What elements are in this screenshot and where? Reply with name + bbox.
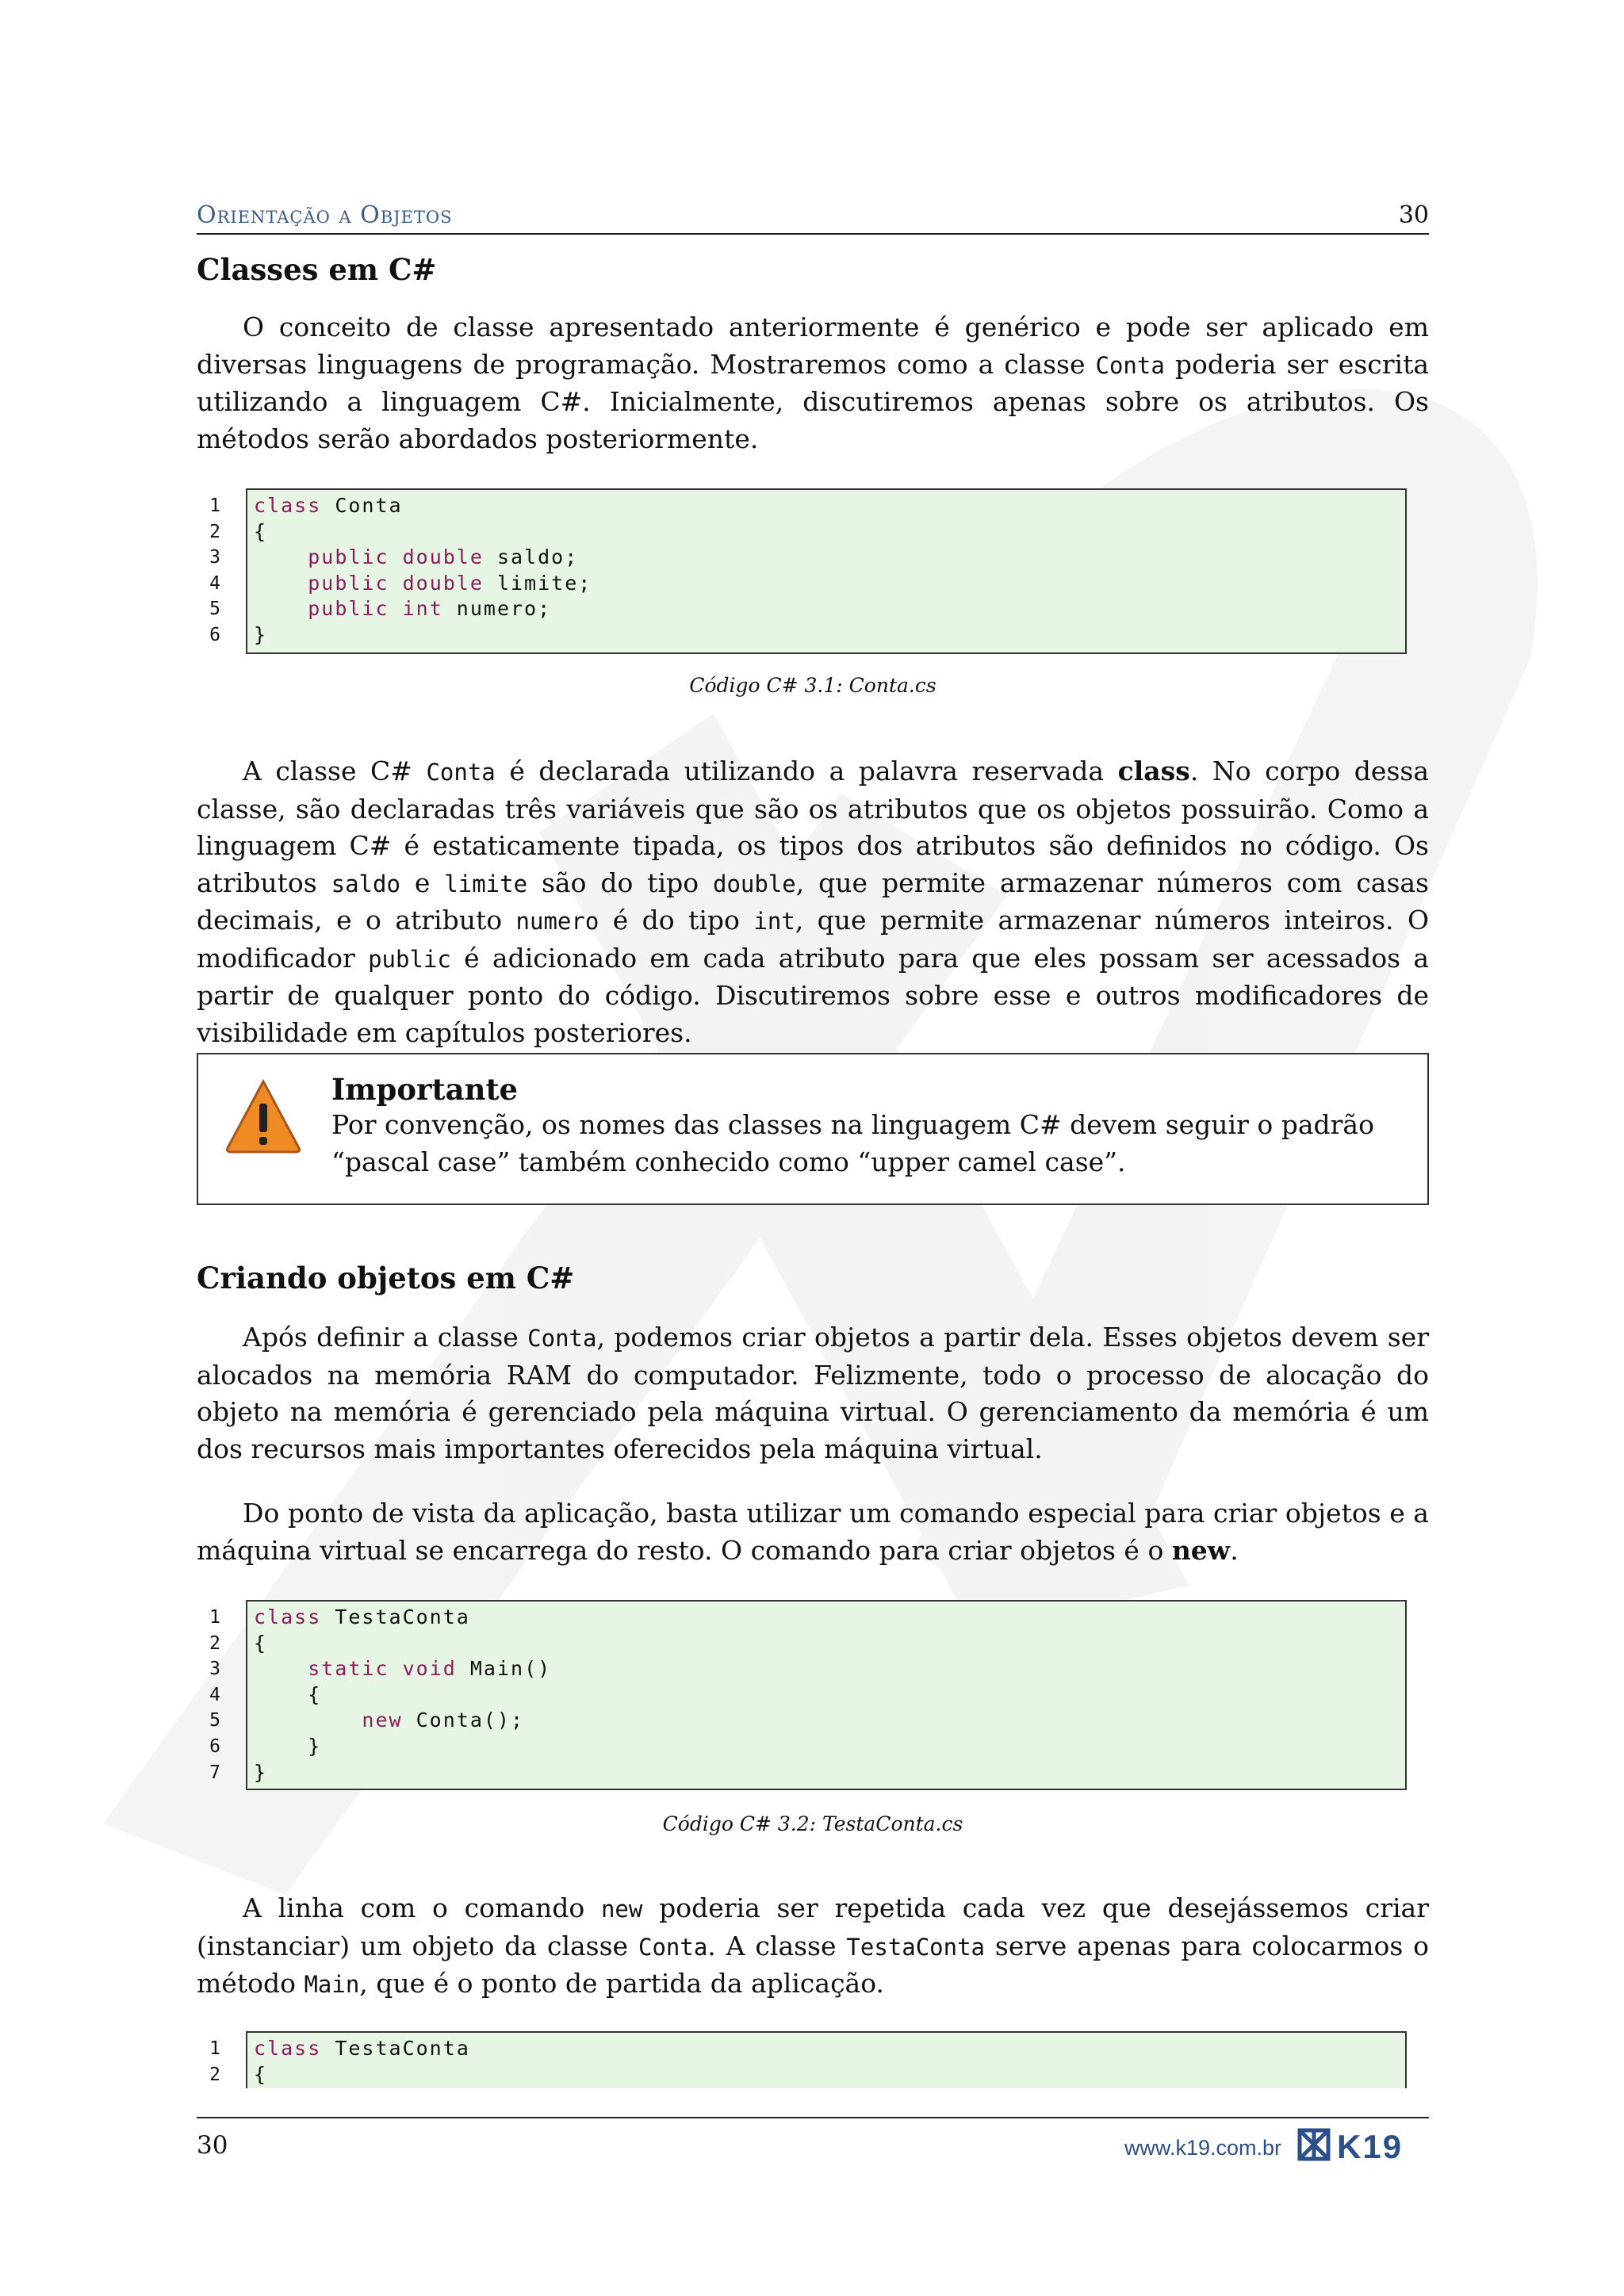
section-heading-classes: Classes em C# — [197, 252, 437, 287]
inline-code: Conta — [1095, 351, 1165, 379]
code-line — [254, 2062, 1405, 2088]
line-number: 1 — [209, 2038, 220, 2059]
code-text: { — [254, 2062, 268, 2086]
code-text: Conta(); — [402, 1709, 525, 1732]
text: , que permite armazenar números inteiros. O modificador — [197, 905, 1430, 974]
warning-icon — [224, 1077, 303, 1156]
chapter-title: Orientação a Objetos — [197, 201, 453, 229]
line-number: 3 — [209, 1659, 220, 1680]
code-keyword: void — [402, 1657, 457, 1681]
code-keyword: public — [308, 545, 389, 569]
code-line — [254, 545, 1405, 571]
text: , que permite armazenar números com casas decimais, e o atributo — [197, 867, 1429, 936]
code-text: Main() — [456, 1657, 552, 1681]
code-line — [254, 519, 1405, 545]
inline-code: saldo — [331, 870, 400, 897]
footer-page-number: 30 — [197, 2131, 228, 2160]
code-text: limite; — [483, 571, 592, 595]
text: , podemos criar objetos a partir dela. Esses objetos devem ser alocados na memória RAM do computador. Felizmente, todo o processo de alocação do objeto na memória é gerenciado pela máquina virtual. O gerenciamento da memória é um dos recursos mais importantes oferecidos pela máquina virtual. — [197, 1322, 1429, 1464]
text: é declarada utilizando a palavra reservada — [495, 756, 1118, 786]
inline-code: Conta — [426, 759, 496, 786]
line-number: 2 — [209, 2064, 220, 2085]
line-numbers — [197, 1605, 220, 1785]
running-header — [197, 198, 1429, 235]
inline-code: numero — [515, 908, 599, 935]
code-line — [254, 1734, 1405, 1760]
inline-code: double — [713, 870, 796, 897]
text: são do tipo — [527, 867, 713, 898]
code-line — [254, 493, 1405, 519]
text: . No corpo dessa classe, são declaradas três variáveis que são os atributos que os objetos possuirão. Como a linguagem C# é estaticamente tipada, os tipos dos atributos são definidos no código. Os atributos — [197, 756, 1429, 898]
logo-text: K19 — [1337, 2128, 1404, 2163]
line-number: 5 — [209, 599, 220, 620]
inline-code: int — [753, 908, 795, 935]
text: , que é o ponto de partida da aplicação. — [359, 1968, 885, 1999]
code-keyword: public — [308, 597, 389, 621]
code-keyword: class — [254, 494, 322, 517]
code-text — [254, 1657, 308, 1680]
website-link[interactable]: www.k19.com.br — [1124, 2136, 1281, 2160]
code-keyword: public — [308, 571, 389, 595]
code-text — [254, 545, 308, 568]
inline-code: TestaConta — [846, 1933, 986, 1961]
text: poderia ser escrita utilizando a linguagem C#. Inicialmente, discutiremos apenas sobre os atributos. Os métodos serão abordados posteriormente. — [197, 348, 1429, 454]
text: Após definir a classe — [243, 1322, 528, 1353]
line-number: 7 — [209, 1762, 220, 1783]
text: é adicionado em cada atributo para que eles possam ser acessados a partir de qualquer ponto do código. Discutiremos sobre esse e outros modificadores de visibilidade em capítulos posteriores. — [197, 942, 1430, 1048]
text: é do tipo — [599, 905, 754, 936]
code-text: } — [254, 622, 268, 646]
code-keyword: double — [402, 571, 484, 595]
code-text: TestaConta — [321, 2037, 470, 2060]
paragraph-intro — [197, 309, 1429, 457]
code-block — [246, 2031, 1407, 2088]
code-block — [246, 488, 1407, 654]
line-number: 5 — [209, 1710, 220, 1732]
line-number: 6 — [209, 624, 220, 645]
code-line — [254, 596, 1405, 622]
text: . — [1230, 1534, 1239, 1566]
code-text: { — [254, 1682, 322, 1706]
code-text — [389, 1657, 403, 1680]
callout-text: Por convenção, os nomes das classes na linguagem C# devem seguir o padrão “pascal case” também conhecido como “upper camel case”. — [331, 1109, 1374, 1177]
line-numbers — [197, 2036, 220, 2087]
code-line — [254, 1605, 1405, 1631]
line-number: 4 — [209, 572, 220, 594]
header-page-number: 30 — [1398, 201, 1429, 229]
code-text: } — [254, 1734, 322, 1758]
line-number: 6 — [209, 1735, 220, 1757]
inline-code: public — [368, 945, 451, 973]
code-line — [254, 1708, 1405, 1734]
text: serve apenas para colocarmos o método — [197, 1930, 1430, 1999]
text: poderia ser repetida cada vez que desejássemos criar (instanciar) um objeto da classe — [197, 1892, 1429, 1961]
line-number: 4 — [209, 1684, 220, 1705]
code-keyword: int — [402, 597, 443, 621]
code-text: saldo; — [483, 545, 579, 569]
code-text: Conta — [321, 494, 403, 517]
text: O conceito de classe apresentado anteriormente é genérico e pode ser aplicado em diversas linguagens de programação. Mostraremos como a classe — [197, 312, 1429, 380]
bold-keyword: new — [1171, 1534, 1231, 1566]
code-line — [254, 2036, 1405, 2062]
code-text: { — [254, 1631, 268, 1655]
callout-title: Importante — [331, 1072, 519, 1107]
code-block — [246, 1600, 1407, 1790]
code-text — [389, 545, 403, 568]
code-text: TestaConta — [321, 1605, 470, 1628]
line-number: 1 — [209, 1607, 220, 1628]
code-line — [254, 1760, 1405, 1786]
inline-code: Main — [304, 1971, 360, 1998]
code-line — [254, 622, 1405, 649]
page-footer — [197, 2117, 1429, 2166]
code-line — [254, 571, 1405, 597]
important-callout — [197, 1053, 1429, 1205]
code-text — [254, 1709, 362, 1732]
section-heading-criando-objetos: Criando objetos em C# — [197, 1261, 575, 1295]
code-line — [254, 1682, 1405, 1709]
code-text — [254, 572, 308, 595]
code-caption: Código C# 3.1: Conta.cs — [689, 674, 936, 697]
code-text: } — [254, 1760, 268, 1784]
line-number: 2 — [209, 1632, 220, 1654]
code-text: { — [254, 519, 268, 543]
code-text — [254, 597, 308, 620]
paragraph-class-explanation — [197, 753, 1429, 1051]
inline-code: Conta — [527, 1325, 597, 1352]
text: e — [400, 867, 445, 898]
text: . A classe — [707, 1930, 847, 1961]
text: A classe C# — [243, 756, 427, 786]
line-number: 2 — [209, 521, 220, 542]
inline-code: limite — [444, 870, 528, 897]
inline-code: new — [600, 1896, 643, 1923]
line-number: 3 — [209, 547, 220, 568]
paragraph-instanciar — [197, 1890, 1429, 2003]
paragraph-comando-new — [197, 1495, 1429, 1569]
code-keyword: class — [254, 2037, 322, 2060]
code-text — [389, 597, 403, 620]
code-keyword: class — [254, 1605, 322, 1628]
code-caption: Código C# 3.2: TestaConta.cs — [662, 1812, 963, 1835]
code-keyword: static — [308, 1657, 389, 1681]
code-line — [254, 1656, 1405, 1682]
text: A linha com o comando — [243, 1892, 601, 1923]
line-numbers — [197, 493, 220, 649]
text: Do ponto de vista da aplicação, basta utilizar um comando especial para criar objetos e a máquina virtual se encarrega do resto. O comando para criar objetos é o — [197, 1498, 1429, 1566]
code-keyword: double — [402, 545, 484, 569]
bold-keyword: class — [1117, 756, 1190, 786]
paragraph-alocacao — [197, 1319, 1429, 1468]
code-text — [389, 572, 403, 595]
code-line — [254, 1631, 1405, 1657]
code-text: numero; — [442, 597, 552, 621]
k19-logo — [1297, 2126, 1429, 2163]
line-number: 1 — [209, 496, 220, 516]
code-keyword: new — [362, 1709, 403, 1732]
inline-code: Conta — [638, 1933, 708, 1961]
